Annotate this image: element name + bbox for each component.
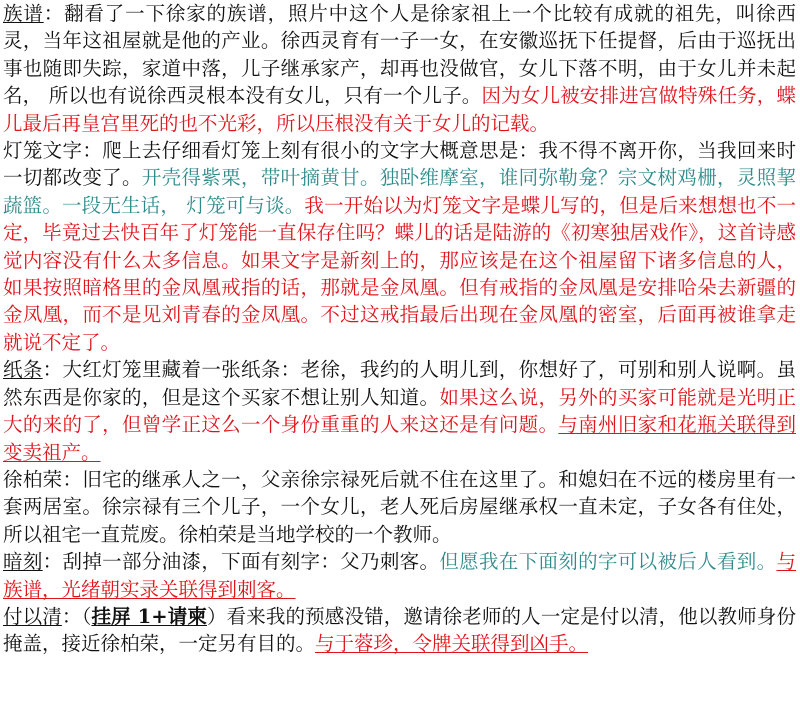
separator: ： bbox=[61, 604, 82, 628]
separator: ： bbox=[82, 139, 103, 163]
entry-text: 刮掉一部分油漆，下面有刻字：父乃刺客。 bbox=[62, 550, 440, 574]
linked-items: 挂屏 1+请柬 bbox=[91, 604, 207, 628]
entry-text: 看来我的预感没错，邀请徐老师的人一定是付以清，他以教师身份掩盖，接近徐柏荣，一定另有目的。 bbox=[3, 604, 796, 656]
term-xubairong: 徐柏荣 bbox=[3, 467, 63, 491]
paren-open: （ bbox=[81, 604, 92, 628]
analysis-note: 我一开始以为灯笼文字是蝶儿写的，但是后来想想也不一定，毕竟过去快百年了灯笼能一直保存住吗？蝶儿的话是陆游的《初寒独居戏作》，这首诗感觉内容没有什么太多信息。如果文字是新刻上的，那应该是在这个祖屋留下诸多信息的人，如果按照暗格里的金凤凰戒指的话，那就是金凤凰。但有戒指的金凤凰是安排哈朵去新疆的金凤凰，而不是见刘青春的金凤凰。不过这戒指最后出现在金凤凰的密室，后面再被谁拿走就说不定了。 bbox=[3, 193, 796, 354]
entry-text: 旧宅的继承人之一，父亲徐宗禄死后就不住在这里了。和媳妇在不远的楼房里有一套两居室。徐宗禄有三个儿子，一个女儿，老人死后房屋继承权一直未定，子女各有住处，所以祖宅一直荒废。徐柏荣是当地学校的一个教师。 bbox=[3, 467, 796, 546]
engraving-quote: 但愿我在下面刻的字可以被后人看到。 bbox=[439, 550, 777, 574]
entry-zhitiao bbox=[3, 356, 796, 466]
separator: ： bbox=[42, 358, 63, 382]
entry-fuyiqing bbox=[3, 603, 796, 658]
separator: ： bbox=[42, 550, 63, 574]
clue-link: 与族谱，光绪朝实录关联得到刺客。 bbox=[3, 550, 796, 601]
analysis-note: 如果这么说，另外的买家可能就是光明正大的来的了，但曾学正这么一个身份重重的人来这还是有问题。 bbox=[3, 385, 796, 437]
separator: ： bbox=[43, 2, 65, 25]
entry-text: 大红灯笼里藏着一张纸条：老徐，我约的人明儿到，你想好了，可别和别人说啊。虽然东西是你家的，但是这个买家不想让别人知道。 bbox=[3, 358, 796, 409]
clue-link: 与于蓉珍，令牌关联得到凶手。 bbox=[315, 632, 589, 656]
entry-zupu bbox=[3, 0, 796, 137]
paren-close: ） bbox=[206, 604, 227, 628]
analysis-note: 因为女儿被安排进宫做特殊任务，蝶儿最后再皇宫里死的也不光彩，所以压根没有关于女儿的记载。 bbox=[3, 84, 796, 135]
term-zhitiao: 纸条 bbox=[3, 358, 43, 382]
term-fuyiqing: 付以清 bbox=[3, 604, 62, 628]
separator: ： bbox=[62, 467, 83, 491]
term-denglong: 灯笼文字 bbox=[3, 139, 83, 163]
entry-text: 爬上去仔细看灯笼上刻有很小的文字大概意思是：我不得不离开你，当我回来时一切都改变了。 bbox=[3, 139, 796, 190]
term-anke: 暗刻 bbox=[3, 550, 43, 574]
entry-text: 翻看了一下徐家的族谱，照片中这个人是徐家祖上一个比较有成就的祖先，叫徐西灵，当年这祖屋就是他的产业。徐西灵育有一子一女，在安徽巡抚下任提督，后由于巡抚出事也随即失踪，家道中落，儿子继承家产，却再也没做官，女儿下落不明，由于女儿并未起名， 所以也有说徐西灵根本没有女儿，只有一个儿子。 bbox=[3, 2, 796, 108]
clue-link: 与南州旧家和花瓶关联得到变卖祖产。 bbox=[3, 413, 796, 464]
term-zupu: 族谱 bbox=[3, 2, 44, 25]
entry-xubairong bbox=[3, 466, 796, 548]
entry-denglong bbox=[3, 137, 796, 356]
entry-anke bbox=[3, 548, 796, 603]
poem-quote: 开壳得紫栗，带叶摘黄甘。独卧维摩室，谁同弥勒龛？宗文树鸡栅，灵照挈蔬篮。一段无生话， 灯笼可与谈。 bbox=[3, 166, 796, 217]
